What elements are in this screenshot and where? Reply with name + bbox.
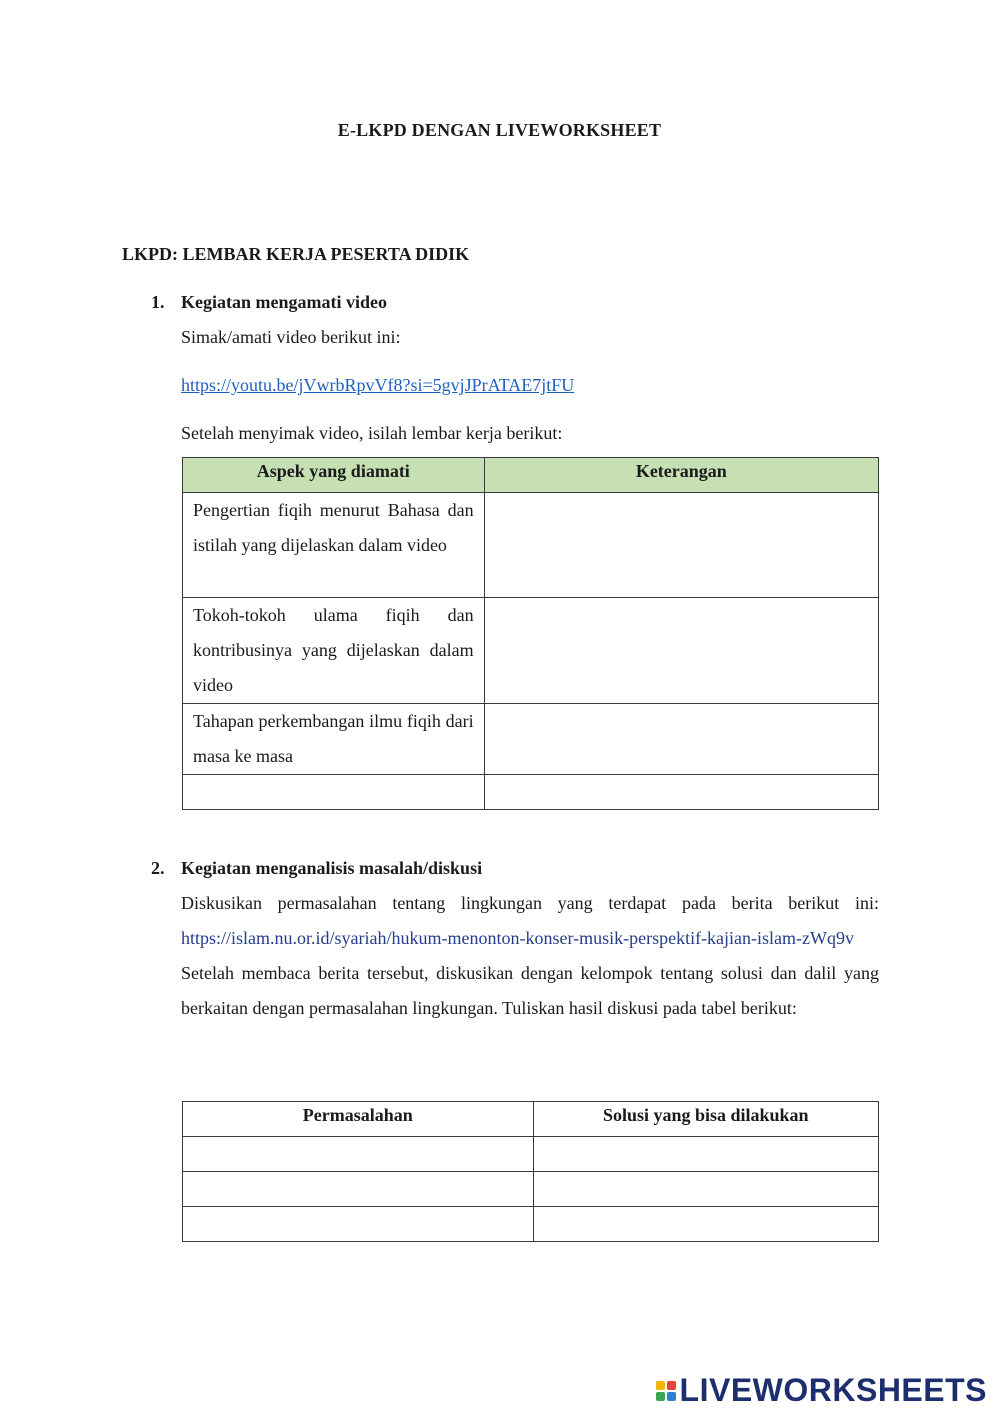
table-row xyxy=(183,775,879,810)
aspek-cell[interactable] xyxy=(183,775,485,810)
section-1-after-text: Setelah menyimak video, isilah lembar kerja berikut: xyxy=(181,423,563,443)
section-2-heading: Kegiatan menganalisis masalah/diskusi xyxy=(181,858,483,878)
aspek-cell: Pengertian fiqih menurut Bahasa dan istilah yang dijelaskan dalam video xyxy=(183,493,485,598)
permasalahan-input-cell[interactable] xyxy=(183,1207,534,1242)
table-row xyxy=(183,1172,879,1207)
document-subtitle: LKPD: LEMBAR KERJA PESERTA DIDIK xyxy=(122,244,470,264)
column-header-permasalahan: Permasalahan xyxy=(183,1102,534,1137)
section-2-after-link: Setelah membaca berita tersebut, diskusikan dengan kelompok tentang solusi dan dalil yang berkaitan dengan permasalahan lingkungan. Tuliskan hasil diskusi pada tabel berikut: xyxy=(181,963,879,1018)
aspek-cell: Tahapan perkembangan ilmu fiqih dari masa ke masa xyxy=(183,704,485,775)
permasalahan-input-cell[interactable] xyxy=(183,1137,534,1172)
discussion-table xyxy=(182,1101,879,1242)
liveworksheets-logo xyxy=(656,1372,987,1409)
video-link[interactable]: https://youtu.be/jVwrbRpvVf8?si=5gvjJPrATAE7jtFU xyxy=(181,375,575,395)
table-row xyxy=(183,493,879,598)
column-header-keterangan: Keterangan xyxy=(484,458,878,493)
section-2-paragraph xyxy=(181,886,879,1026)
solusi-input-cell[interactable] xyxy=(533,1137,878,1172)
keterangan-input-cell[interactable] xyxy=(484,598,878,704)
keterangan-input-cell[interactable] xyxy=(484,493,878,598)
section-2-intro: Diskusikan permasalahan tentang lingkungan yang terdapat pada berita berikut ini: xyxy=(181,893,879,913)
section-1-instruction: Simak/amati video berikut ini: xyxy=(181,327,401,347)
column-header-solusi: Solusi yang bisa dilakukan xyxy=(533,1102,878,1137)
keterangan-input-cell[interactable] xyxy=(484,704,878,775)
observation-table xyxy=(182,457,879,810)
table-row xyxy=(183,598,879,704)
aspek-cell: Tokoh-tokoh ulama fiqih dan kontribusinya yang dijelaskan dalam video xyxy=(183,598,485,704)
section-2-number: 2. xyxy=(151,858,165,878)
solusi-input-cell[interactable] xyxy=(533,1172,878,1207)
table-header-row xyxy=(183,458,879,493)
table-header-row xyxy=(183,1102,879,1137)
logo-square xyxy=(667,1392,676,1401)
table-row xyxy=(183,704,879,775)
section-1-heading: Kegiatan mengamati video xyxy=(181,292,387,312)
solusi-input-cell[interactable] xyxy=(533,1207,878,1242)
page-title: E-LKPD DENGAN LIVEWORKSHEET xyxy=(337,120,662,140)
logo-square xyxy=(656,1381,665,1390)
permasalahan-input-cell[interactable] xyxy=(183,1172,534,1207)
article-link[interactable]: https://islam.nu.or.id/syariah/hukum-menonton-konser-musik-perspektif-kajian-islam-zWq9v xyxy=(181,928,855,948)
keterangan-input-cell[interactable] xyxy=(484,775,878,810)
logo-text: LIVEWORKSHEETS xyxy=(679,1372,987,1408)
logo-squares-icon xyxy=(656,1381,676,1401)
table-row xyxy=(183,1207,879,1242)
logo-square xyxy=(667,1381,676,1390)
logo-square xyxy=(656,1392,665,1401)
column-header-aspek: Aspek yang diamati xyxy=(183,458,485,493)
section-1-number: 1. xyxy=(151,292,165,312)
table-row xyxy=(183,1137,879,1172)
